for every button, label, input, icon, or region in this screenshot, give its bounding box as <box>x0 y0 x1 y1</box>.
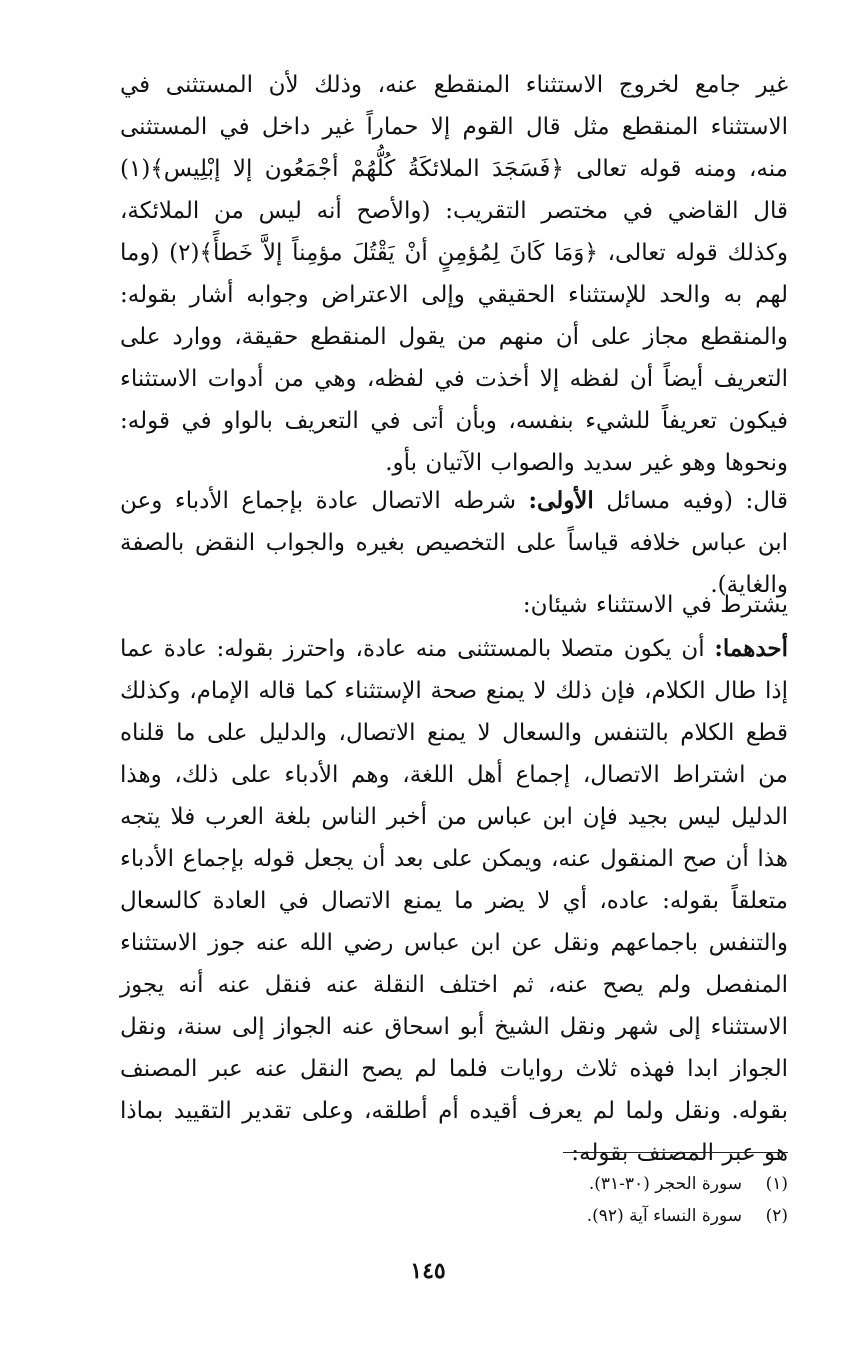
page-number: ١٤٥ <box>410 1258 446 1284</box>
paragraph-1: غير جامع لخروج الاستثناء المنقطع عنه، وذلك لأن المستثنى في الاستثناء المنقطع مثل قال القوم إلا حماراً غير داخل في المستثنى منه، ومنه قوله تعالى ﴿فَسَجَدَ الملائكَةُ كُلُّهُمْ أجْمَعُون إلا إبْلِيس﴾(١) قال القاضي في مختصر التقريب: (والأصح أنه ليس من الملائكة، وكذلك قوله تعالى، ﴿وَمَا كَانَ لِمُؤمِنٍ أنْ يَقْتُلَ مؤمِناً إلاَّ خَطأً﴾(٢) (وما لهم به والحد للإستثناء الحقيقي وإلى الاعتراض وجوابه أشار بقوله: والمنقطع مجاز على أن منهم من يقول المنقطع حقيقة، ووارد على التعريف أيضاً أن لفظه إلا أخذت في لفظه، وهي من أدوات الاستثناء فيكون تعريفاً للشيء بنفسه، وبأن أتى في التعريف بالواو في قوله: ونحوها وهو غير سديد والصواب الآتيان بأو. <box>120 72 788 476</box>
footnote-1-text: سورة الحجر (٣٠-٣١). <box>588 1174 742 1194</box>
footnote-2 <box>368 1200 788 1232</box>
paragraph-4 <box>120 628 788 1174</box>
paragraph-3: يشترط في الاستثناء شيئان: <box>522 592 788 618</box>
paragraph-4-heading: أحدهما: <box>714 635 789 662</box>
paragraph-2-prefix: قال: (وفيه مسائل <box>593 488 788 514</box>
footnote-2-text: سورة النساء آية (٩٢). <box>586 1206 742 1226</box>
footnote-2-number: (٢) <box>765 1206 788 1226</box>
footnotes <box>368 1168 788 1232</box>
paragraph-4-text: أن يكون متصلا بالمستثنى منه عادة، واحترز بقوله: عادة عما إذا طال الكلام، فإن ذلك لا يمنع صحة الإستثناء كما قاله الإمام، وكذلك قطع الكلام بالتنفس والسعال لا يمنع الاتصال، والدليل على ما قلناه من اشتراط الاتصال، إجماع أهل اللغة، وهم الأدباء على ذلك، وهذا الدليل ليس بجيد فإن ابن عباس من أخبر الناس بلغة العرب فلا يتجه هذا أن صح المنقول عنه، ويمكن على بعد أن يجعل قوله بإجماع الأدباء متعلقاً بقوله: عاده، أي لا يضر ما يمنع الاتصال في العادة كالسعال والتنفس باجماعهم ونقل عن ابن عباس رضي الله عنه جوز الاستثناء المنفصل ولم يصح عنه، ثم اختلف النقلة عنه فنقل عنه أنه يجوز الاستثناء إلى شهر ونقل الشيخ أبو اسحاق عنه الجواز إلى سنة، ونقل الجواز ابدا فهذه ثلاث روايات فلما لم يصح النقل عنه عبر المصنف بقوله. ونقل ولما لم يعرف أقيده أم أطلقه، وعلى تقدير التقييد بماذا هو عبر المصنف بقوله: <box>120 636 788 1166</box>
footnote-1-number: (١) <box>765 1174 788 1194</box>
paragraph-2-text: شرطه الاتصال عادة بإجماع الأدباء وعن ابن عباس خلافه قياساً على التخصيص بغيره والجواب النقض بالصفة والغاية). <box>120 488 788 598</box>
paragraph-2-heading: الأولى: <box>528 487 594 514</box>
footnote-1 <box>368 1168 788 1200</box>
footnote-divider <box>563 1152 788 1153</box>
